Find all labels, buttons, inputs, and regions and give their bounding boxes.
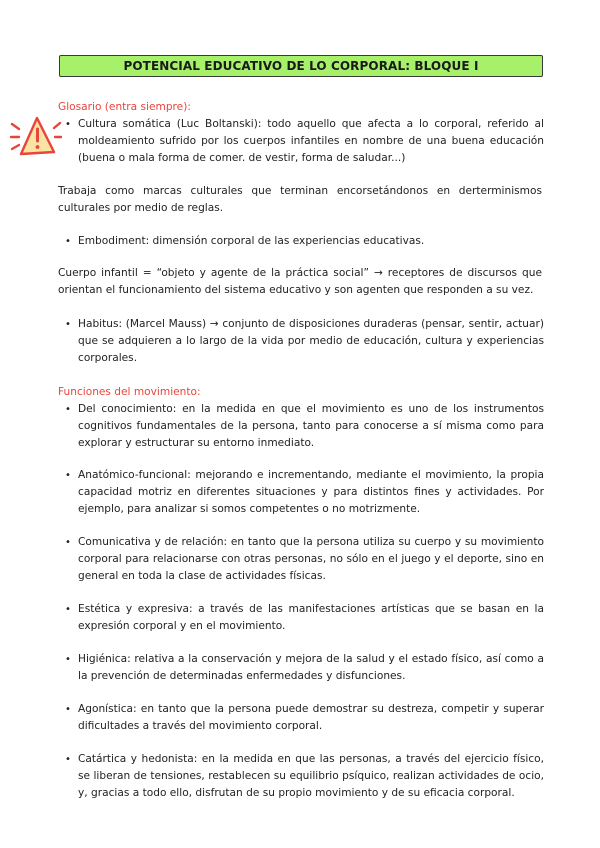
glossary-item-habitus: • Habitus: (Marcel Mauss) → conjunto de disposiciones duraderas (pensar, sentir, actuar) que se adquieren a lo largo de la vida por medio de educación, cultura y experiencias corporales. [62, 316, 544, 367]
function-item-anatomico: • Anatómico-funcional: mejorando e incrementando, mediante el movimiento, la propia capacidad motriz en diferentes situaciones y para distintos fines y actividades. Por ejemplo, para analizar si somos competentes o no motrizmente. [62, 467, 544, 518]
function-item-comunicativa: • Comunicativa y de relación: en tanto que la persona utiliza su cuerpo y su movimiento corporal para relacionarse con otras personas, no sólo en el juego y el deporte, sino en general en toda la clase de actividades físicas. [62, 534, 544, 585]
page-title: POTENCIAL EDUCATIVO DE LO CORPORAL: BLOQUE I [59, 55, 543, 77]
glossary-heading: Glosario (entra siempre): [58, 101, 191, 113]
glossary-item-cultura-somatica: • Cultura somática (Luc Boltanski): todo aquello que afecta a lo corporal, referido al moldeamiento sufrido por los cuerpos infantiles en nombre de una buena educación (buena o mala forma de comer. de vestir, forma de saludar...) [62, 116, 544, 167]
function-item-conocimiento: • Del conocimiento: en la medida en que el movimiento es uno de los instrumentos cognitivos fundamentales de la persona, tanto para conocerse a sí misma como para explorar y estructurar su entorno inmediato. [62, 401, 544, 452]
function-item-higienica: • Higiénica: relativa a la conservación y mejora de la salud y el estado físico, así como a la prevención de determinadas enfermedades y disfunciones. [62, 651, 544, 685]
functions-heading: Funciones del movimiento: [58, 386, 201, 398]
function-item-estetica: • Estética y expresiva: a través de las manifestaciones artísticas que se basan en la expresión corporal y en el movimiento. [62, 601, 544, 635]
glossary-paragraph-marcas: Trabaja como marcas culturales que terminan encorsetándonos en derterminismos culturales por medio de reglas. [58, 185, 542, 214]
glossary-paragraph-cuerpo-infantil: Cuerpo infantil = “objeto y agente de la práctica social” → receptores de discursos que orientan el funcionamiento del sistema educativo y son agenten que responden a su vez. [58, 267, 542, 296]
function-item-catartica: • Catártica y hedonista: en la medida en que las personas, a través del ejercicio físico, se liberan de tensiones, restablecen su equilibrio psíquico, realizan actividades de ocio, y, gracias a todo ello, disfrutan de su propio movimiento y de su eficacia corporal. [62, 751, 544, 802]
warning-icon [10, 112, 62, 160]
glossary-item-embodiment: • Embodiment: dimensión corporal de las experiencias educativas. [62, 233, 544, 250]
function-item-agonistica: • Agonística: en tanto que la persona puede demostrar su destreza, competir y superar dificultades a través del movimiento corporal. [62, 701, 544, 735]
